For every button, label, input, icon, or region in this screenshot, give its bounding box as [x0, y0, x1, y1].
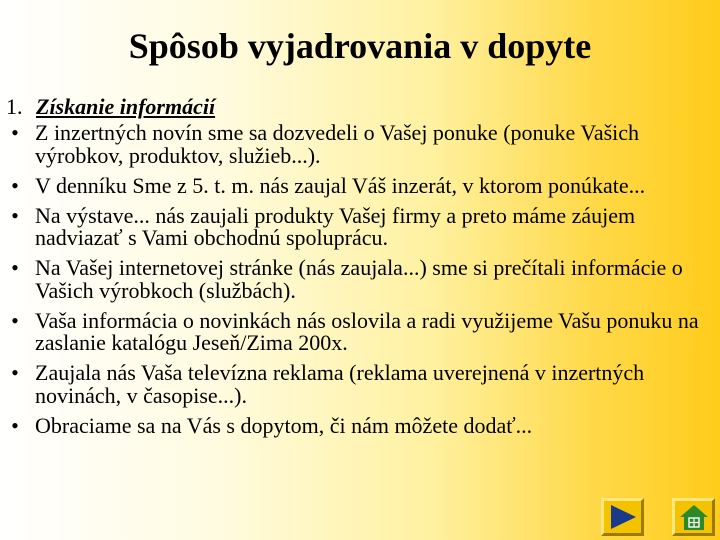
- section-heading: [6, 94, 215, 120]
- list-item-text: Vaša informácia o novinkách nás oslovila a radi využijeme Vašu ponuku na zaslanie katalógu Jeseň/Zima 200x.: [35, 307, 699, 355]
- list-item-text: Obraciame sa na Vás s dopytom, či nám môžete dodať...: [35, 412, 533, 438]
- bullet-icon: •: [11, 172, 19, 198]
- section-number: 1.: [6, 94, 23, 119]
- list-item-text: V denníku Sme z 5. t. m. nás zaujal Váš inzerát, v ktorom ponúkate...: [35, 172, 646, 198]
- list-item-text: Zaujala nás Vaša televízna reklama (reklama uverejnená v inzertných novinách, v časopise...).: [35, 360, 645, 408]
- list-item: [0, 122, 716, 167]
- bullet-icon: •: [11, 202, 19, 228]
- list-item: [0, 307, 716, 355]
- list-item: [0, 172, 716, 198]
- list-item: [0, 202, 716, 250]
- play-next-icon: [608, 504, 638, 530]
- list-item-text: Z inzertných novín sme sa dozvedeli o Vašej ponuke (ponuke Vašich výrobkov, produktov, služieb...).: [35, 120, 640, 168]
- bullet-icon: •: [11, 307, 19, 333]
- bullet-icon: •: [11, 360, 19, 385]
- home-button[interactable]: [672, 498, 715, 536]
- bullet-icon: •: [11, 120, 19, 145]
- bullet-icon: •: [11, 255, 19, 280]
- bullet-list: [0, 122, 716, 445]
- list-item-text: Na Vašej internetovej stránke (nás zaujala...) sme si prečítali informácie o Vašich výrobkoch (službách).: [35, 255, 683, 303]
- list-item: [0, 412, 716, 438]
- list-item: [0, 362, 716, 407]
- section-heading-text: Získanie informácií: [36, 94, 216, 119]
- home-icon: [679, 503, 709, 531]
- list-item: [0, 257, 716, 302]
- list-item-text: Na výstave... nás zaujali produkty Vašej firmy a preto máme záujem nadviazať s Vami obchodnú spoluprácu.: [35, 202, 636, 250]
- next-slide-button[interactable]: [601, 498, 644, 536]
- bullet-icon: •: [11, 412, 19, 438]
- slide-title: Spôsob vyjadrovania v dopyte: [128, 26, 592, 66]
